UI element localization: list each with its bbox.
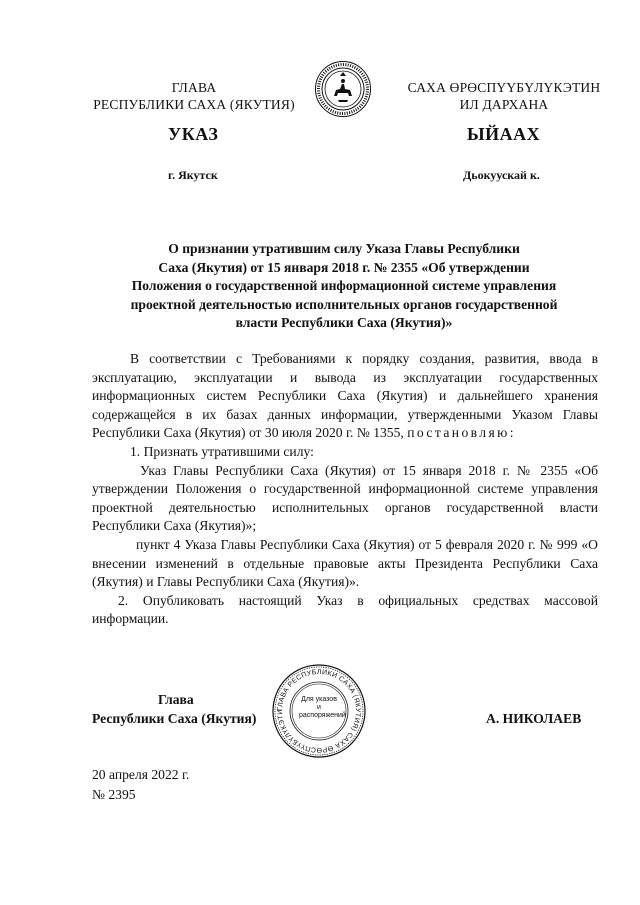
header-left-line1: ГЛАВА: [171, 80, 217, 95]
header-left-line2: РЕСПУБЛИКИ САХА (ЯКУТИЯ): [93, 97, 295, 112]
decree-number: № 2395: [92, 787, 136, 802]
header-right: [388, 79, 620, 113]
decree-date: 20 апреля 2022 г.: [92, 767, 190, 782]
stamp-center-text: Для указов и распоряжений: [299, 696, 346, 719]
title-line: Саха (Якутия) от 15 января 2018 г. № 2355 «Об утверждении: [158, 259, 530, 275]
header-right-line1: САХА ӨРӨСПҮҮБҮЛҮКЭТИН: [407, 80, 601, 95]
signature-name: А. НИКОЛАЕВ: [486, 711, 582, 726]
document-body: [92, 350, 598, 629]
decree-word: постановляю:: [407, 425, 516, 441]
coat-of-arms-emblem: [314, 60, 372, 118]
stamp-ring-text: ГЛАВА РЕСПУБЛИКИ САХА (ЯКУТИЯ) САХА ӨРӨСПҮҮБҮЛҮКЭТИ: [276, 668, 362, 754]
doc-type-ru: УКАЗ: [168, 124, 219, 144]
paragraph-item1a: Указ Главы Республики Саха (Якутия) от 15 января 2018 г. № 2355 «Об утверждении Положения о государственной информационной системе управления проектной деятельностью исполнительных органов государственной власти Республики Саха (Якутия)»;: [92, 462, 598, 534]
title-line: власти Республики Саха (Якутия)»: [235, 315, 453, 330]
doc-type-sah: ЫЙААХ: [467, 124, 541, 144]
paragraph-item1b: пункт 4 Указа Главы Республики Саха (Якутия) от 5 февраля 2020 г. № 999 «О внесении изменений в отдельные правовые акты Президента Республики Саха (Якутия) и Главы Республики Саха (Якутия)».: [92, 536, 598, 590]
city-ru: г. Якутск: [168, 168, 218, 182]
paragraph-item1: 1. Признать утратившими силу:: [130, 443, 314, 459]
header-left: [84, 79, 304, 113]
paragraph-item2: 2. Опубликовать настоящий Указ в официальных средствах массовой информации.: [92, 592, 598, 627]
paragraph-preamble: [92, 350, 598, 443]
title-line: проектной деятельностью исполнительных органов государственной: [130, 296, 558, 312]
document-title: [88, 240, 600, 333]
header-right-line2: ИЛ ДАРХАНА: [459, 97, 549, 112]
title-line: Положения о государственной информационной системе управления: [131, 278, 557, 293]
official-seal-stamp: [271, 663, 367, 759]
signature-title-line2: Республики Саха (Якутия): [92, 711, 257, 726]
preamble-text: В соответствии с Требованиями к порядку создания, развития, ввода в эксплуатацию, эксплуатации и вывода из эксплуатации государственных информационных систем Республики Саха (Якутия) и дальнейшего хранения содержащейся в их базах данных информации, утвержденными Указом Главы Республики Саха (Якутия) от 30 июля 2020 г. № 1355,: [92, 351, 598, 441]
city-sah: Дьокуускай к.: [463, 168, 540, 182]
signature-title-line1: Глава: [158, 692, 194, 707]
title-line: О признании утратившим силу Указа Главы Республики: [168, 241, 520, 256]
